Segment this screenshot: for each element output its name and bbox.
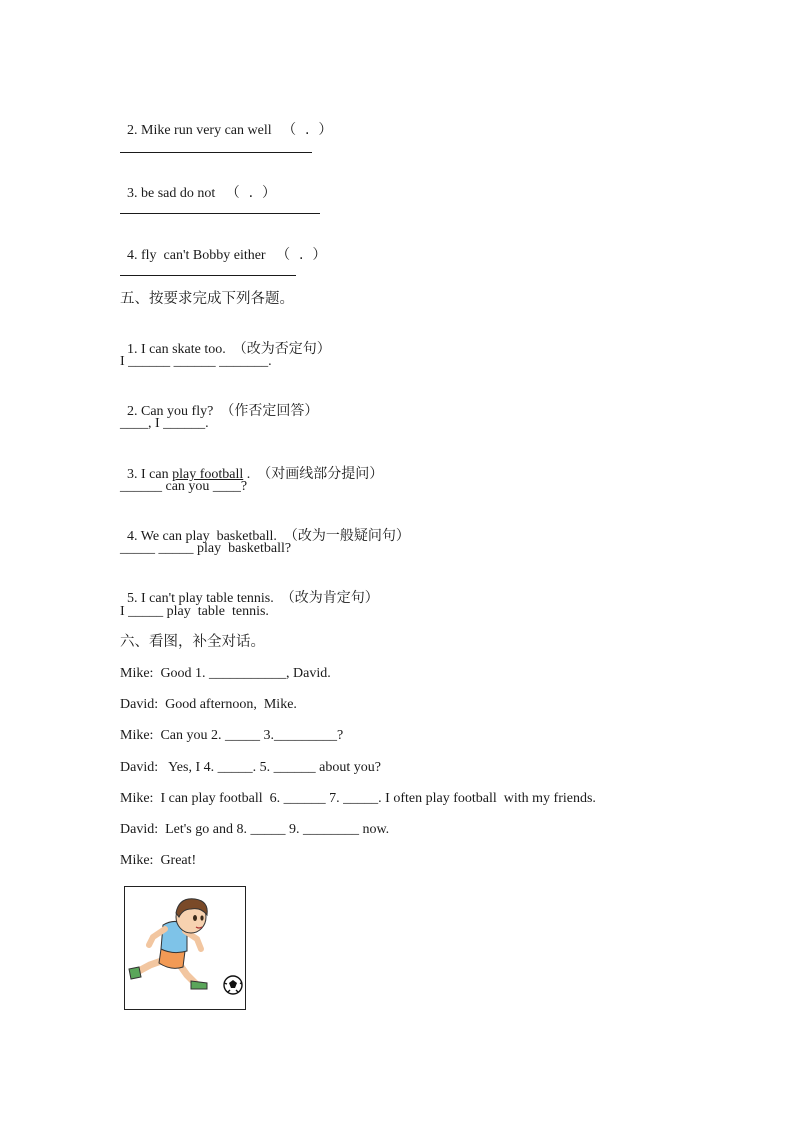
- answer-line[interactable]: [120, 152, 312, 153]
- question-text: 5. I can't play table tennis.: [127, 591, 274, 606]
- question-text: 4. We can play basketball.: [127, 529, 277, 544]
- answer-5-3[interactable]: ______ can you ____?: [120, 479, 248, 494]
- question-note: （作否定回答）: [220, 403, 319, 419]
- dialogue-line-5[interactable]: Mike: I can play football 6. ______ 7. _____. I often play football with my friends.: [120, 791, 596, 806]
- football-boy-icon: [125, 887, 244, 1008]
- answer-paren: （ . ）: [282, 122, 333, 138]
- question-note: （对画线部分提问）: [257, 466, 384, 482]
- dialogue-line-1[interactable]: Mike: Good 1. ___________, David.: [120, 666, 331, 681]
- answer-paren: （ . ）: [276, 247, 327, 263]
- section-heading-5: 五、按要求完成下列各题。: [120, 291, 294, 307]
- question-4-2: [120, 103, 332, 140]
- question-text-post: .: [243, 467, 251, 482]
- dialogue-line-2: David: Good afternoon, Mike.: [120, 697, 297, 712]
- boy-playing-football-illustration: [124, 886, 246, 1010]
- question-text: 2. Mike run very can well: [127, 123, 272, 138]
- answer-5-2[interactable]: ____, I ______.: [120, 416, 209, 431]
- answer-line[interactable]: [120, 213, 320, 214]
- section-heading-6: 六、看图，补全对话。: [120, 634, 265, 650]
- question-text: 1. I can skate too.: [127, 342, 226, 357]
- question-4-3: [120, 166, 276, 203]
- answer-5-1[interactable]: I ______ ______ _______.: [120, 354, 272, 369]
- answer-paren: （ . ）: [225, 185, 277, 201]
- question-text-pre: 3. I can: [127, 467, 173, 482]
- dialogue-line-3[interactable]: Mike: Can you 2. _____ 3._________?: [120, 728, 344, 743]
- question-text: 3. be sad do not: [127, 186, 216, 201]
- question-text: 2. Can you fly?: [127, 404, 214, 419]
- answer-5-4[interactable]: _____ _____ play basketball?: [120, 541, 292, 556]
- question-text: 4. fly can't Bobby either: [127, 248, 266, 263]
- dialogue-line-4[interactable]: David: Yes, I 4. _____. 5. ______ about you?: [120, 760, 381, 775]
- dialogue-line-7: Mike: Great!: [120, 853, 197, 868]
- answer-line[interactable]: [120, 275, 296, 276]
- question-4-4: [120, 228, 326, 265]
- question-note: （改为一般疑问句）: [283, 528, 410, 544]
- underlined-phrase: play football: [172, 467, 244, 482]
- question-note: （改为肯定句）: [280, 590, 379, 606]
- dialogue-line-6[interactable]: David: Let's go and 8. _____ 9. ________ now.: [120, 822, 390, 837]
- answer-5-5[interactable]: I _____ play table tennis.: [120, 604, 269, 619]
- question-note: （改为否定句）: [232, 341, 331, 357]
